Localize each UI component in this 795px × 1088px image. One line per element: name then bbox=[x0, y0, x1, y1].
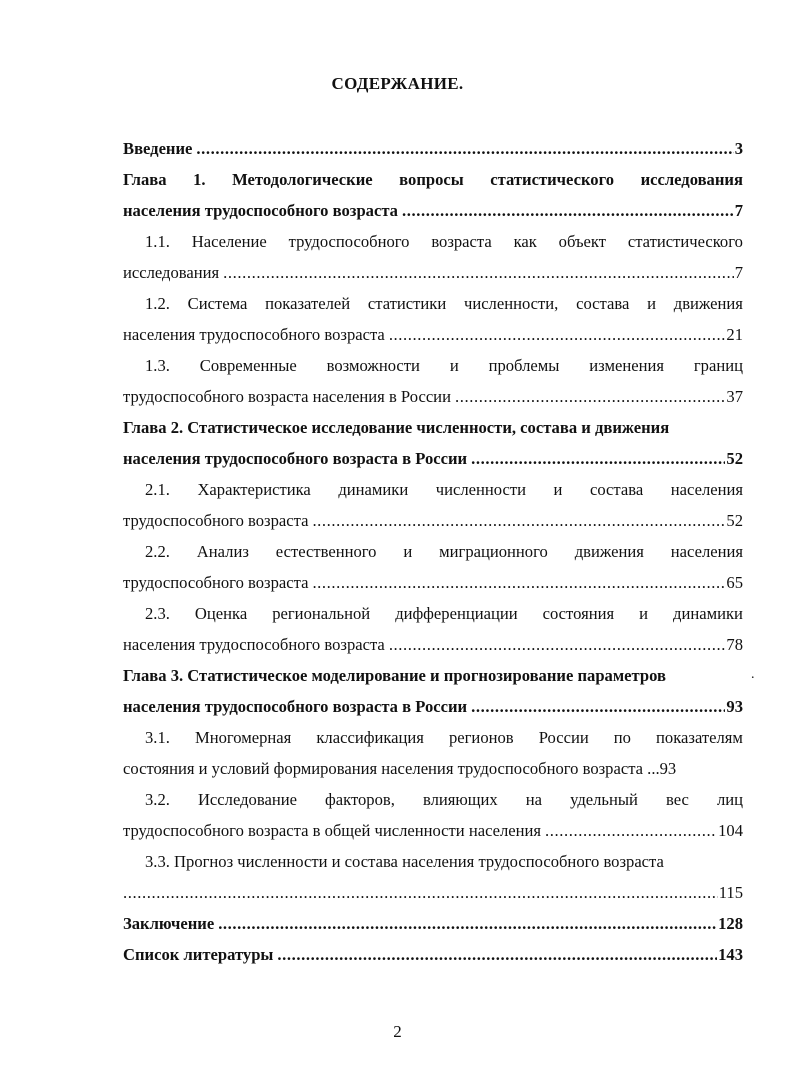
toc-page: 3 bbox=[734, 139, 743, 158]
toc-section-3-3-continuation[interactable]: ..... 115 bbox=[123, 877, 743, 908]
dot-leader bbox=[312, 505, 725, 536]
toc-section-2-2[interactable]: 2.2. Анализ естественного и миграционного движения населения bbox=[145, 542, 743, 561]
toc-section-3-2[interactable]: 3.2. Исследование факторов, влияющих на удельный вес лиц bbox=[145, 790, 743, 809]
toc-section-1-1[interactable]: 1.1. Население трудоспособного возраста как объект статистического bbox=[145, 232, 743, 251]
toc-section-2-3[interactable]: 2.3. Оценка региональной дифференциации состояния и динамики bbox=[145, 604, 743, 623]
toc-section-2-2-continuation[interactable]: трудоспособного возраста ..... 65 bbox=[123, 567, 743, 598]
dot-leader bbox=[196, 133, 733, 164]
toc-section-2-3-continuation[interactable]: населения трудоспособного возраста ..... 78 bbox=[123, 629, 743, 660]
toc-section-3-1[interactable]: 3.1. Многомерная классификация регионов России по показателям bbox=[145, 728, 743, 747]
toc-entry-intro[interactable] bbox=[123, 133, 743, 164]
dot-leader bbox=[389, 629, 726, 660]
dot-leader bbox=[545, 815, 717, 846]
dot-leader bbox=[277, 939, 717, 970]
toc-entry-conclusion[interactable]: Заключение ..... 128 bbox=[123, 908, 743, 939]
toc-section-3-2-continuation[interactable]: трудоспособного возраста в общей численности населения ..... 104 bbox=[123, 815, 743, 846]
dot-leader bbox=[471, 443, 725, 474]
toc-label: Введение bbox=[123, 139, 193, 158]
toc-section-1-3-continuation[interactable]: трудоспособного возраста населения в России ..... 37 bbox=[123, 381, 743, 412]
dot-leader bbox=[389, 319, 726, 350]
toc-chapter-1-continuation[interactable]: населения трудоспособного возраста ..... 7 bbox=[123, 195, 743, 226]
toc-section-1-3[interactable]: 1.3. Современные возможности и проблемы изменения границ bbox=[145, 356, 743, 375]
stray-mark: . bbox=[751, 667, 755, 682]
toc-section-2-1-continuation[interactable]: трудоспособного возраста ..... 52 bbox=[123, 505, 743, 536]
toc-entry-references[interactable]: Список литературы ..... 143 bbox=[123, 939, 743, 970]
page-title: СОДЕРЖАНИЕ. bbox=[331, 74, 464, 93]
dot-leader bbox=[402, 195, 734, 226]
dot-leader bbox=[123, 877, 718, 908]
dot-leader bbox=[471, 691, 725, 722]
dot-leader bbox=[223, 257, 734, 288]
toc-section-1-2[interactable]: 1.2. Система показателей статистики численности, состава и движения bbox=[145, 294, 743, 313]
table-of-contents bbox=[123, 133, 743, 970]
toc-section-1-2-continuation[interactable]: населения трудоспособного возраста ..... 21 bbox=[123, 319, 743, 350]
toc-chapter-2-continuation[interactable]: населения трудоспособного возраста в России ..... 52 bbox=[123, 443, 743, 474]
toc-chapter-3-heading[interactable]: Глава 3. Статистическое моделирование и прогнозирование параметров bbox=[123, 666, 666, 685]
dot-leader bbox=[218, 908, 717, 939]
dot-leader bbox=[312, 567, 725, 598]
toc-section-3-1-continuation[interactable]: состояния и условий формирования населения трудоспособного возраста ...93 bbox=[123, 759, 677, 778]
dot-leader bbox=[455, 381, 725, 412]
toc-section-2-1[interactable]: 2.1. Характеристика динамики численности и состава населения bbox=[145, 480, 743, 499]
toc-chapter-2-heading[interactable]: Глава 2. Статистическое исследование численности, состава и движения bbox=[123, 418, 670, 437]
toc-chapter-3-continuation[interactable]: населения трудоспособного возраста в России ..... 93 bbox=[123, 691, 743, 722]
toc-section-3-3[interactable]: 3.3. Прогноз численности и состава населения трудоспособного возраста bbox=[145, 852, 664, 871]
toc-chapter-1-heading[interactable]: Глава 1. Методологические вопросы статистического исследования bbox=[123, 170, 743, 189]
toc-section-1-1-continuation[interactable]: исследования ..... 7 bbox=[123, 257, 743, 288]
page-number: 2 bbox=[393, 1022, 402, 1041]
